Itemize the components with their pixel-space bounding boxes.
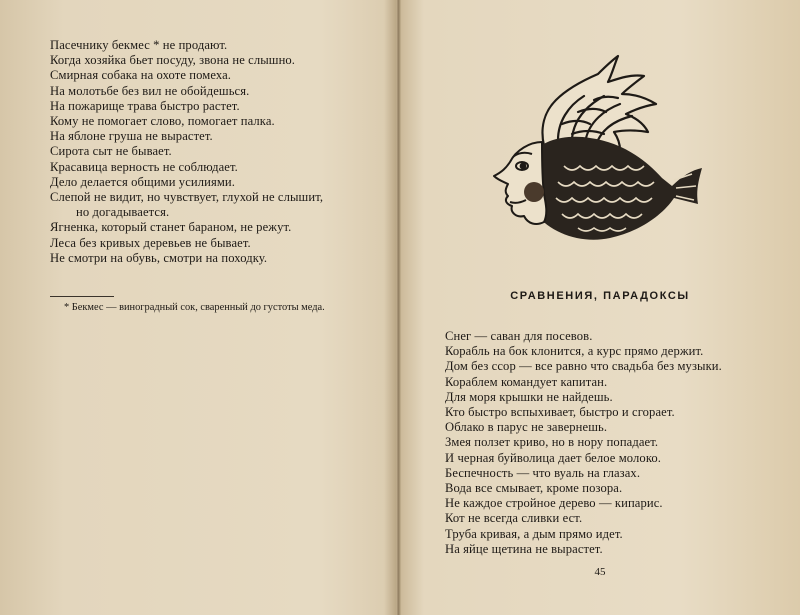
proverb-line: Кот не всегда сливки ест. xyxy=(445,511,583,526)
proverb-line: Ягненка, который станет бараном, не режут. xyxy=(50,220,292,235)
proverb-line: Пасечнику бекмес * не продают. xyxy=(50,38,228,52)
proverb-line: На молотьбе без вил не обойдешься. xyxy=(50,83,250,98)
right-page xyxy=(400,0,800,615)
proverb-line: Не смотри на обувь, смотри на походку. xyxy=(50,250,268,265)
wing-icon xyxy=(543,56,657,150)
footnote-rule xyxy=(50,296,114,297)
page-number: 45 xyxy=(594,566,606,578)
proverb-line: И черная буйволица дает белое молоко. xyxy=(445,450,662,465)
proverb-line: Вода все смывает, кроме позора. xyxy=(445,481,623,496)
proverb-line: Когда хозяйка бьет посуду, звона не слышно. xyxy=(50,53,296,68)
proverb-line: Кораблем командует капитан. xyxy=(445,374,608,389)
proverb-line: Смирная собака на охоте помеха. xyxy=(50,68,232,83)
section-title: СРАВНЕНИЯ, ПАРАДОКСЫ xyxy=(510,290,690,302)
proverb-line: Беспечность — что вуаль на глазах. xyxy=(445,465,641,480)
left-page xyxy=(0,0,398,615)
proverb-line: Леса без кривых деревьев не бывает. xyxy=(50,235,251,250)
proverb-line: Кому не помогает слово, помогает палка. xyxy=(50,114,275,129)
proverb-line: Сирота сыт не бывает. xyxy=(50,144,172,159)
proverb-line: Кто быстро вспыхивает, быстро и сгорает. xyxy=(445,405,675,420)
fish-body-icon xyxy=(532,137,702,240)
proverb-line: Труба кривая, а дым прямо идет. xyxy=(445,526,623,541)
right-proverb-list xyxy=(445,329,765,557)
left-proverb-list xyxy=(50,38,360,266)
proverb-line: Корабль на бок клонится, а курс прямо держит. xyxy=(445,344,704,359)
proverb-line: Слепой не видит, но чувствует, глухой не слышит, xyxy=(50,190,324,205)
proverb-line: но догадывается. xyxy=(76,205,170,220)
proverb-line: На пожарище трава быстро растет. xyxy=(50,98,240,113)
footnote: * Бекмес — виноградный сок, сваренный до густоты меда. xyxy=(64,302,325,313)
winged-fish-with-human-face-icon xyxy=(486,54,708,248)
proverb-line: Красавица верность не соблюдает. xyxy=(50,159,238,174)
proverb-line: Для моря крышки не найдешь. xyxy=(445,389,613,404)
proverb-line: Дом без ссор — все равно что свадьба без музыки. xyxy=(445,359,722,374)
human-face-icon xyxy=(494,142,546,224)
proverb-line: Снег — саван для посевов. xyxy=(445,329,593,343)
proverb-line: Не каждое стройное дерево — кипарис. xyxy=(445,496,663,511)
proverb-line: На яйце щетина не вырастет. xyxy=(445,541,603,556)
proverb-line: Змея ползет криво, но в нору попадает. xyxy=(445,435,659,450)
proverb-line: Дело делается общими усилиями. xyxy=(50,174,236,189)
proverb-line: Облако в парус не завернешь. xyxy=(445,420,608,435)
proverb-line: На яблоне груша не вырастет. xyxy=(50,129,213,144)
